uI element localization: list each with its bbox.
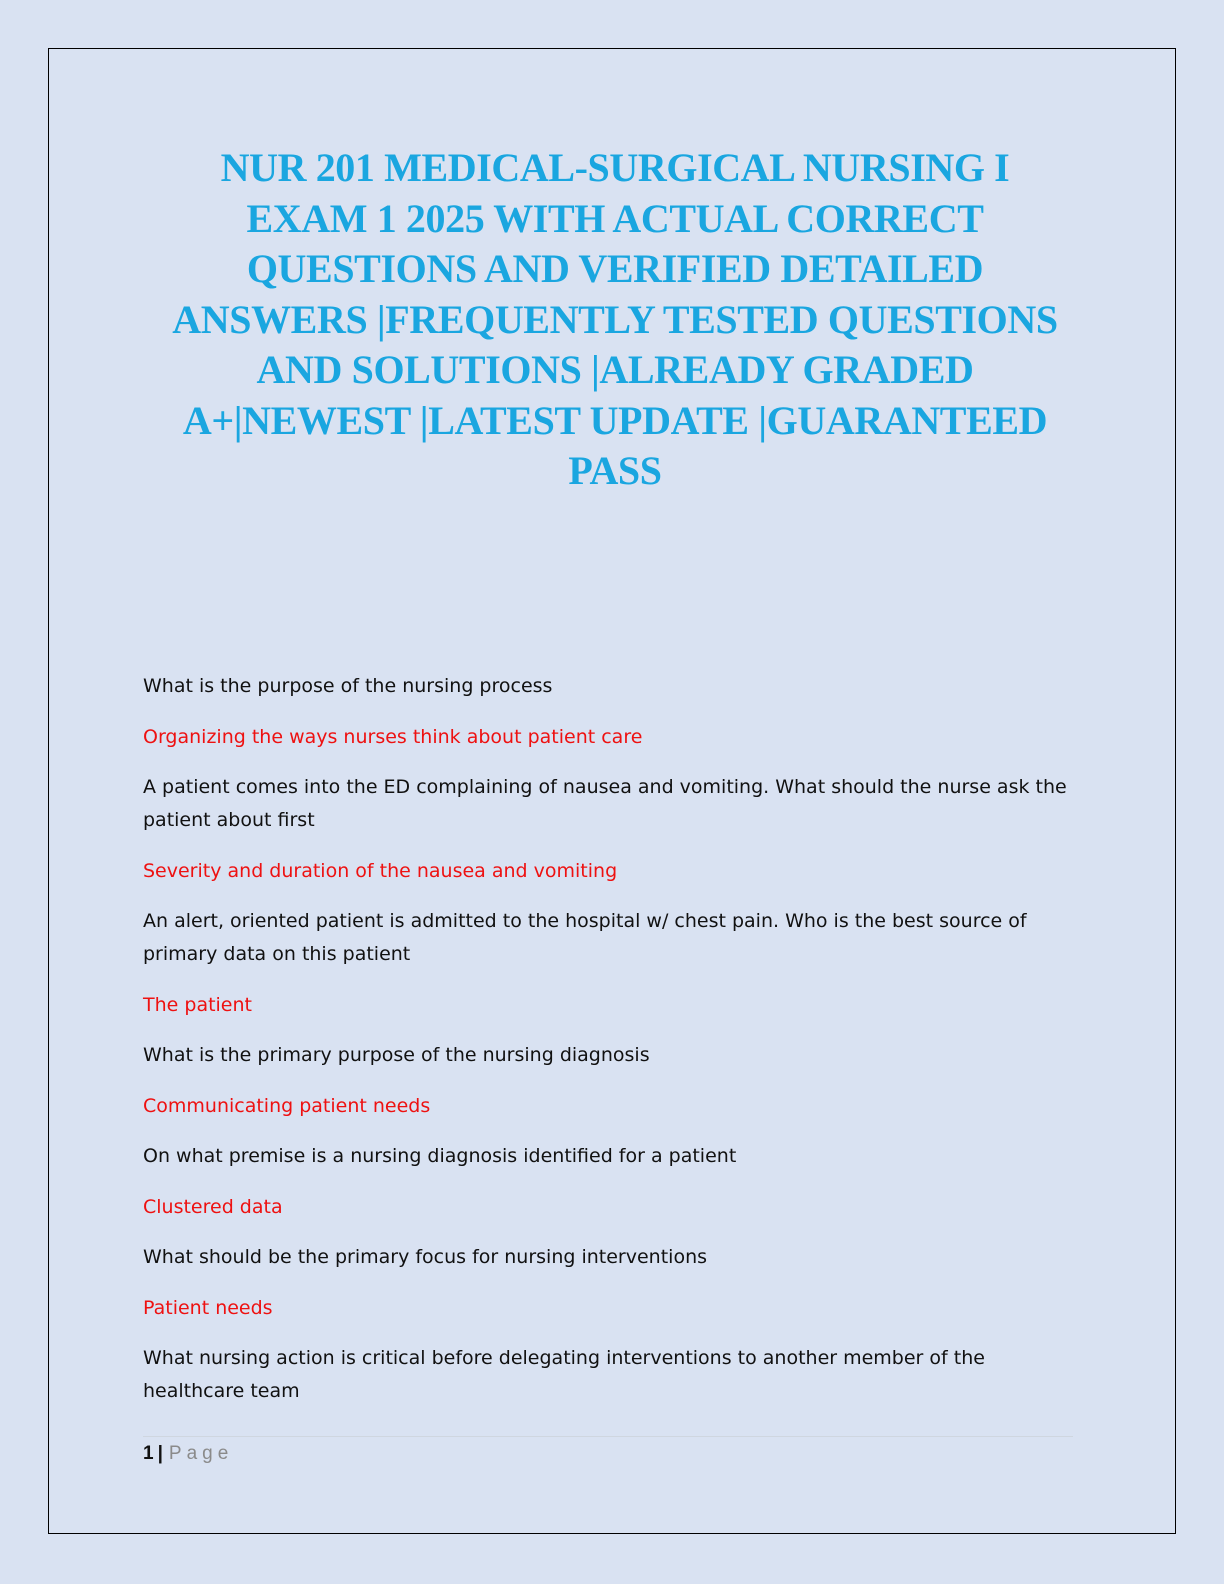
page-label: Page [168,1443,234,1464]
answer-text: The patient [143,993,252,1016]
question-text: On what premise is a nursing diagnosis identified for a patient [143,1145,737,1167]
answer-text: Severity and duration of the nausea and vomiting [143,859,618,882]
question-text: What is the primary purpose of the nursing diagnosis [143,1044,650,1066]
question-text: What nursing action is critical before delegating interventions to another member of the healthcare team [143,1347,985,1402]
document-title: NUR 201 MEDICAL-SURGICAL NURSING I EXAM 1 2025 WITH ACTUAL CORRECT QUESTIONS AND VERIFIED DETAILED ANSWERS |FREQUENTLY TESTED QUESTIONS AND SOLUTIONS |ALREADY GRADED A+|NEWEST |LATEST UPDATE |GUARANTEED PASS [172,145,1058,493]
question-text: An alert, oriented patient is admitted to the hospital w/ chest pain. Who is the best source of primary data on this patient [143,910,1027,965]
footer-divider [143,1436,1073,1437]
page-footer [143,1440,233,1468]
question-text: A patient comes into the ED complaining of nausea and vomiting. What should the nurse ask the patient about first [143,776,1067,831]
question-text: What should be the primary focus for nursing interventions [143,1246,708,1268]
page-separator: | [157,1443,163,1464]
answer-text: Clustered data [143,1195,283,1218]
answer-text: Patient needs [143,1296,273,1319]
answer-text: Communicating patient needs [143,1094,431,1117]
question-text: What is the purpose of the nursing process [143,675,553,697]
answer-text: Organizing the ways nurses think about patient care [143,725,643,748]
qa-list [143,670,1073,1426]
page-number: 1 [143,1443,154,1464]
